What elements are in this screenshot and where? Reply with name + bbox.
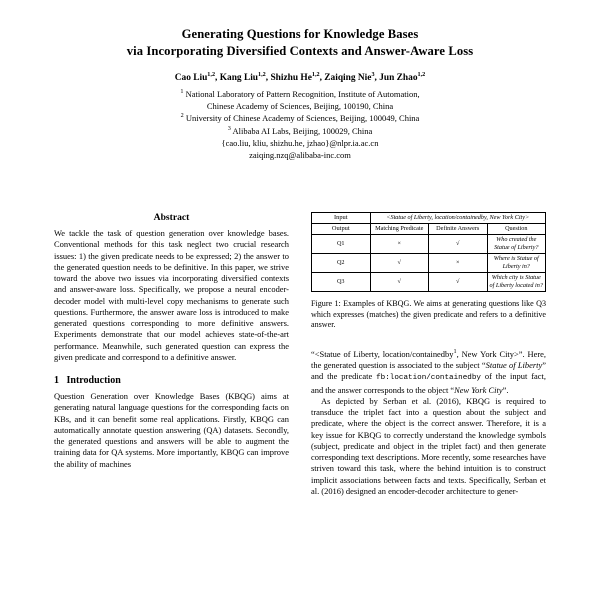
abstract-text: We tackle the task of question generation over knowledge bases. Conventional methods for this task neglect two crucial research issues: 1) the given predicate needs to be expressed; 2) the answer to the generated question needs to be definitive. In this paper, we strive toward the above two issues via incorporating diversified contexts and answer-aware loss. Specifically, we propose a neural encoder-decoder model with multi-level copy mechanisms to generate such questions. Furthermore, the answer aware loss is introduced to make generated questions corresponding to more definitive answers. Experiments demonstrate that our model achieves state-of-the-art performance. Meanwhile, such generated question can express the given predicate and correspond to a definitive answer.	[54, 228, 289, 362]
author-affil-marker: 1,2	[258, 70, 266, 78]
row-id-q3: Q3	[312, 273, 371, 292]
emails	[54, 137, 546, 161]
row-id-q1: Q1	[312, 235, 371, 254]
author-affil-marker: 3	[371, 70, 375, 78]
rp1-object: New York City	[454, 384, 503, 395]
figure-1	[311, 212, 546, 331]
row-definite-q1: √	[429, 235, 488, 254]
row-matching-q2: √	[370, 254, 429, 273]
affil-marker-1: 1	[180, 88, 184, 96]
row-matching-q1: ×	[370, 235, 429, 254]
title-line-2: via Incorporating Diversified Contexts and Answer-Aware Loss	[126, 44, 474, 58]
right-column	[311, 212, 546, 497]
affil-marker-3: 3	[227, 124, 231, 132]
affil-marker-2: 2	[180, 112, 184, 120]
author-list: Cao Liu$^{1,2}$, Kang Liu$^{1,2}$, Shizhu He$^{1,2}$, Zaiqing Nie$^3$, Jun Zhao$^{1,2}$	[174, 70, 426, 83]
affiliation-1: $^1$ National Laboratory of Pattern Recognition, Institute of Automation,	[180, 88, 420, 99]
affiliations	[54, 88, 546, 137]
rp1-predicate-mono: fb:location/containedby	[376, 374, 481, 383]
table-row-input	[312, 213, 546, 224]
affiliation-1b: Chinese Academy of Sciences, Beijing, 100190, China	[206, 101, 394, 112]
row-question-q2: Where is Statue of Liberty in?	[487, 254, 546, 273]
email-line-1: {cao.liu, kliu, shizhu.he, jzhao}@nlpr.ia.ac.cn	[221, 137, 379, 148]
affiliation-2: $^2$ University of Chinese Academy of Sciences, Beijing, 100049, China	[180, 112, 420, 124]
introduction-paragraph-1: Question Generation over Knowledge Bases (KBQG) aims at generating natural language questions for the corresponding facts on KBs, and it can benefit some real applications. Firstly, KBQG can automatically annotate question answering (QA) datasets. Secondly, the generated questions and answers will be able to augment the training data for QA systems. More importantly, KBQG can improve the ability of machines	[54, 391, 289, 469]
introduction-number: 1	[54, 375, 59, 386]
rp1-subject: Statue of Liberty	[485, 360, 543, 371]
rp1-b: , New York City>”. Here, the generated question is associated to the subject “	[311, 348, 547, 371]
rp1-c: ” and the predicate	[311, 360, 546, 382]
row-id-q2: Q2	[312, 254, 371, 273]
rp1-footnote-marker: 1	[453, 347, 457, 355]
table-row	[312, 235, 546, 254]
two-column-body	[54, 212, 546, 497]
introduction-title: Introduction	[66, 375, 121, 386]
table-row	[312, 254, 546, 273]
kbqg-example-table	[311, 212, 546, 292]
row-question-q3: Which city is Statue of Liberty located in?	[487, 273, 546, 292]
input-value: <Statue of Liberty, location/containedby, New York City>	[370, 213, 546, 224]
input-label: Input	[312, 213, 371, 224]
col-header-definite-answers: Definite Answers	[429, 224, 488, 235]
output-label: Output	[312, 224, 371, 235]
right-paragraph-2: As depicted by Serban et al. (2016), KBQG is required to transduce the triplet fact into a question about the subject and predicate, where the object is the correct answer. Therefore, it is a key issue for KBQG to correctly understand the knowledge symbols (subject, predicate and object in the triplet fact) and then generate corresponding text descriptions. More recently, some researches have striven toward this task, where the behind intuition is to construct implicit associations between facts and texts. Specifically, Serban et al. (2016) designed an encoder-decoder architecture to gener-	[311, 395, 546, 496]
rp1-d: of the input fact, and the answer corresponds to the object “	[311, 371, 546, 395]
row-matching-q3: √	[370, 273, 429, 292]
row-question-q1: Who created the Statue of Liberty?	[487, 235, 546, 254]
author-affil-marker: 1,2	[311, 70, 320, 78]
row-definite-q2: ×	[429, 254, 488, 273]
right-paragraph-1	[311, 349, 546, 396]
rp1-a: “<Statue of Liberty, location/containedby	[311, 348, 454, 359]
left-column	[54, 212, 289, 497]
title-block	[0, 0, 600, 161]
col-header-matching-predicate: Matching Predicate	[370, 224, 429, 235]
column-spacer	[311, 331, 546, 349]
author-affil-marker: 1,2	[207, 70, 216, 78]
table-row-header	[312, 224, 546, 235]
author-affil-marker: 1,2	[417, 70, 426, 78]
title-line-1: Generating Questions for Knowledge Bases	[181, 27, 419, 41]
col-header-question: Question	[487, 224, 546, 235]
email-line-2: zaiqing.nzq@alibaba-inc.com	[249, 150, 351, 161]
introduction-heading	[54, 375, 289, 386]
affiliation-3: $^3$ Alibaba AI Labs, Beijing, 100029, China	[227, 124, 373, 136]
page-title	[54, 26, 546, 60]
abstract-heading: Abstract	[153, 212, 190, 223]
row-definite-q3: √	[429, 273, 488, 292]
figure-1-caption: Figure 1: Examples of KBQG. We aims at generating questions like Q3 which expresses (matches) the given predicate and refers to a definitive answer.	[311, 299, 546, 330]
rp1-e: ”.	[502, 384, 509, 395]
table-row	[312, 273, 546, 292]
